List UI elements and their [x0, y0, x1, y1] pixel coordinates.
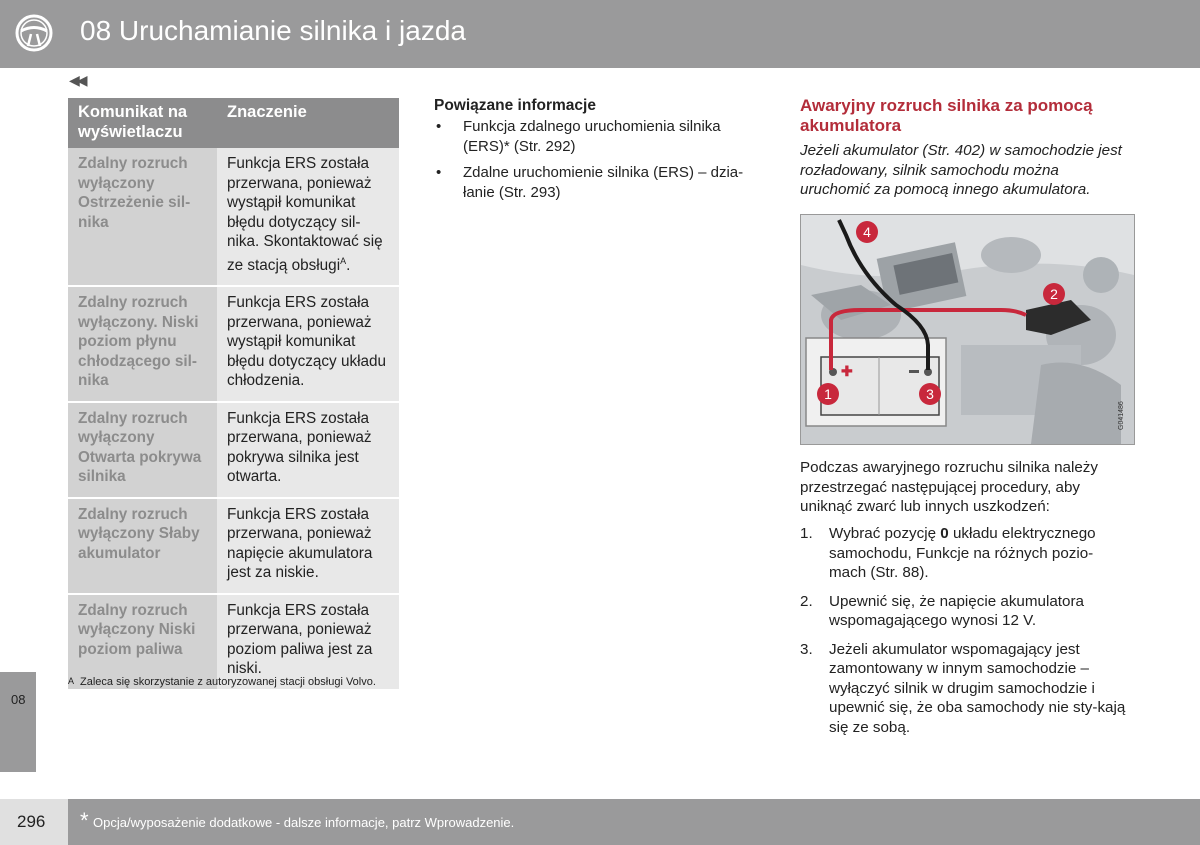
footer-note: Opcja/wyposażenie dodatkowe - dalsze informacje, patrz Wprowadzenie. — [93, 815, 515, 830]
list-item — [800, 640, 1130, 738]
engine-bay-drawing — [801, 215, 1134, 444]
step-text: Jeżeli akumulator wspomagający jest zamontowany w innym samochodzie – wyłączyć silnik w drugim samochodzie i upewnić się, że oba samochody nie sty-kają się ze sobą. — [829, 640, 1126, 736]
section-intro: Jeżeli akumulator (Str. 402) w samochodzie jest rozładowany, silnik samochodu można uruchomić za pomocą innego akumulatora. — [800, 142, 1122, 198]
meaning-cell: Funkcja ERS została przerwana, ponieważ poziom paliwa jest za niski. — [217, 594, 399, 690]
step-text: Upewnić się, że napięcie akumulatora wspomagającego wynosi 12 V. — [829, 592, 1084, 629]
table-footnote — [68, 676, 388, 688]
side-tab-label: 08 — [11, 692, 26, 707]
list-item[interactable] — [434, 163, 769, 202]
footnote-text: Zaleca się skorzystanie z autoryzowanej stacji obsługi Volvo. — [80, 676, 376, 688]
figure-code: G041486 — [1118, 401, 1125, 430]
chapter-side-tab[interactable] — [0, 672, 36, 772]
table-header-row — [68, 98, 399, 148]
step-bold: 0 — [940, 525, 949, 542]
header-icon-box — [0, 0, 68, 68]
column-header-message: Komunikat na wyświetlaczu — [68, 98, 217, 148]
related-info-title: Powiązane informacje — [434, 97, 596, 114]
section-title: Awaryjny rozruch silnika za pomocą akumulatora — [800, 96, 1093, 135]
step-text: Wybrać pozycję — [829, 525, 941, 542]
steering-wheel-icon — [0, 0, 68, 68]
table-row — [68, 402, 399, 498]
step-number: 1. — [800, 525, 813, 542]
page-number: 296 — [17, 812, 46, 831]
marker-2: 2 — [1050, 286, 1058, 302]
message-table — [68, 98, 399, 691]
related-link[interactable]: Zdalne uruchomienie silnika (ERS) – dzia-łanie (Str. 293) — [463, 164, 744, 201]
step-number: 3. — [800, 640, 813, 658]
table-row — [68, 148, 399, 286]
list-item — [800, 524, 1130, 583]
meaning-cell: Funkcja ERS została przerwana, ponieważ napięcie akumulatora jest za niskie. — [217, 498, 399, 594]
related-link[interactable]: Funkcja zdalnego uruchomienia silnika (ERS)* (Str. 292) — [463, 118, 721, 155]
list-item — [800, 592, 1130, 631]
message-cell: Zdalny rozruch wyłączony Otwarta pokrywa silnika — [68, 402, 217, 498]
battery-jump-start-illustration — [800, 214, 1135, 445]
meaning-cell: Funkcja ERS została przerwana, ponieważ pokrywa silnika jest otwarta. — [217, 402, 399, 498]
marker-1: 1 — [824, 386, 832, 402]
marker-4: 4 — [863, 224, 871, 240]
meaning-end: . — [346, 256, 351, 274]
bullet-icon: • — [436, 164, 442, 181]
table-row — [68, 498, 399, 594]
related-info-list — [434, 117, 769, 209]
bullet-icon: • — [436, 118, 442, 135]
column-header-meaning: Znaczenie — [217, 98, 399, 148]
message-cell: Zdalny rozruch wyłączony. Niski poziom płynu chłodzącego sil-nika — [68, 286, 217, 402]
step-number: 2. — [800, 592, 813, 610]
step-text-link[interactable]: układu elektrycznego samochodu, Funkcje na różnych pozio-mach (Str. 88). — [829, 525, 1096, 581]
message-cell: Zdalny rozruch wyłączony Niski poziom paliwa — [68, 594, 217, 690]
list-item[interactable] — [434, 117, 769, 156]
svg-text:✚: ✚ — [841, 363, 853, 379]
marker-3: 3 — [926, 386, 934, 402]
table-row — [68, 286, 399, 402]
chapter-title: 08 Uruchamianie silnika i jazda — [80, 15, 466, 46]
footnote-ref: A — [340, 255, 347, 266]
message-cell: Zdalny rozruch wyłączony Słaby akumulator — [68, 498, 217, 594]
footnote-marker: A — [68, 676, 75, 686]
meaning-text: Funkcja ERS została przerwana, ponieważ wystąpił komunikat błędu dotyczący sil-nika. Skontaktować się ze stacją obsługi — [227, 155, 383, 274]
meaning-cell — [217, 148, 399, 286]
procedure-intro: Podczas awaryjnego rozruchu silnika należy przestrzegać następującej procedury, aby uniknąć zwarć lub innych uszkodzeń: — [800, 459, 1098, 515]
procedure-steps — [800, 524, 1130, 746]
footer-star: * — [80, 808, 89, 833]
meaning-cell: Funkcja ERS została przerwana, ponieważ wystąpił komunikat błędu dotyczący układu chłodzenia. — [217, 286, 399, 402]
back-arrows-icon[interactable]: ◀◀ — [69, 72, 85, 88]
message-cell: Zdalny rozruch wyłączony Ostrzeżenie sil-nika — [68, 148, 217, 286]
